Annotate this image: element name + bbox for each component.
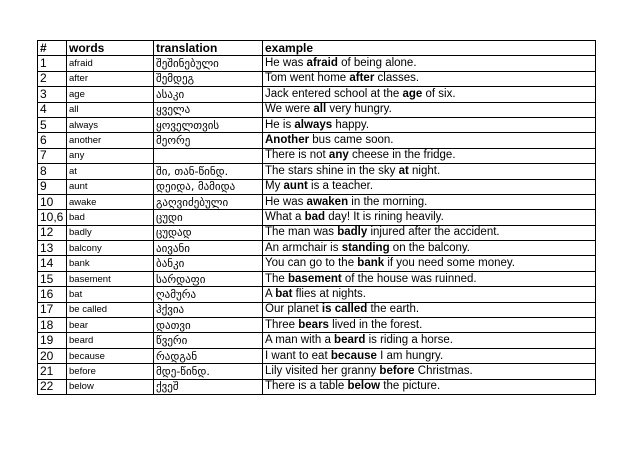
row-number: 21 xyxy=(38,364,67,379)
row-number: 8 xyxy=(38,164,67,179)
example-text-after: cheese in the fridge. xyxy=(348,149,456,162)
row-word: any xyxy=(67,148,154,163)
example-text-after: very hungry. xyxy=(326,103,392,116)
table-row xyxy=(38,210,596,225)
row-example xyxy=(263,164,596,179)
table-row xyxy=(38,256,596,271)
example-text-after: Christmas. xyxy=(414,364,473,377)
example-text-before: The stars shine in the sky xyxy=(265,164,399,177)
example-text-after: is riding a horse. xyxy=(365,334,453,347)
row-word: bat xyxy=(67,287,154,302)
example-text-after: lived in the forest. xyxy=(328,318,423,331)
example-text-before: Three xyxy=(265,318,299,331)
example-text-before: My xyxy=(265,180,284,193)
row-word: before xyxy=(67,364,154,379)
example-text-after: night. xyxy=(408,164,441,177)
example-keyword: age xyxy=(402,87,423,100)
row-word: badly xyxy=(67,225,154,240)
example-text-after: classes. xyxy=(374,72,420,85)
example-text-after: injured after the accident. xyxy=(367,226,500,239)
vocabulary-table xyxy=(37,40,596,395)
example-text-after: the picture. xyxy=(380,380,441,393)
table-row xyxy=(38,71,596,86)
example-keyword: standing xyxy=(341,241,390,254)
row-example xyxy=(263,117,596,132)
table-row xyxy=(38,302,596,317)
row-number: 1 xyxy=(38,56,67,71)
row-translation xyxy=(154,148,263,163)
example-text-after: is a teacher. xyxy=(307,180,374,193)
row-example xyxy=(263,56,596,71)
example-text-after: of the house was ruinned. xyxy=(341,272,477,285)
table-row xyxy=(38,194,596,209)
row-number: 2 xyxy=(38,71,67,86)
row-translation: მეორე xyxy=(154,133,263,148)
row-number: 7 xyxy=(38,148,67,163)
row-example xyxy=(263,256,596,271)
example-text-before: Lily visited her granny xyxy=(265,364,380,377)
example-text-before: The xyxy=(265,272,289,285)
table-row xyxy=(38,348,596,363)
row-translation: ჰქვია xyxy=(154,302,263,317)
row-example xyxy=(263,348,596,363)
table-row xyxy=(38,379,596,394)
row-word: another xyxy=(67,133,154,148)
row-translation: აივანი xyxy=(154,241,263,256)
example-text-before: He was xyxy=(265,195,307,208)
example-text-before: Jack entered school at the xyxy=(265,87,403,100)
example-text-after: bus came soon. xyxy=(309,134,394,147)
example-text-before: Tom went home xyxy=(265,72,350,85)
row-number: 9 xyxy=(38,179,67,194)
table-row xyxy=(38,241,596,256)
row-translation: შეშინებული xyxy=(154,56,263,71)
row-number: 3 xyxy=(38,87,67,102)
table-row xyxy=(38,271,596,286)
row-number: 18 xyxy=(38,318,67,333)
row-example xyxy=(263,333,596,348)
row-translation: მდე-წინდ. xyxy=(154,364,263,379)
example-text-before: You can go to the xyxy=(265,257,358,270)
row-number: 4 xyxy=(38,102,67,117)
example-keyword: bears xyxy=(298,318,329,331)
example-keyword: is called xyxy=(321,303,368,316)
table-row xyxy=(38,164,596,179)
row-translation: ასაკი xyxy=(154,87,263,102)
row-number: 10 xyxy=(38,194,67,209)
example-keyword: awaken xyxy=(306,195,349,208)
row-translation: ცუდად xyxy=(154,225,263,240)
row-translation: ბანკი xyxy=(154,256,263,271)
example-text-before: He is xyxy=(265,118,295,131)
row-number: 22 xyxy=(38,379,67,394)
row-number: 14 xyxy=(38,256,67,271)
example-text-before: Our planet xyxy=(265,303,322,316)
row-translation: რადგან xyxy=(154,348,263,363)
row-example xyxy=(263,364,596,379)
header-row xyxy=(38,41,596,56)
row-translation: ღამურა xyxy=(154,287,263,302)
example-text-after: of six. xyxy=(422,87,456,100)
vocabulary-table-body xyxy=(38,41,596,395)
example-text-after: on the balcony. xyxy=(389,241,470,254)
row-example xyxy=(263,102,596,117)
row-example xyxy=(263,225,596,240)
example-text-after: in the morning. xyxy=(348,195,428,208)
row-translation: ყველა xyxy=(154,102,263,117)
row-example xyxy=(263,133,596,148)
row-word: balcony xyxy=(67,241,154,256)
row-word: aunt xyxy=(67,179,154,194)
row-example xyxy=(263,287,596,302)
row-example xyxy=(263,179,596,194)
row-word: awake xyxy=(67,194,154,209)
example-keyword: at xyxy=(398,164,409,177)
example-keyword: before xyxy=(379,364,415,377)
row-number: 5 xyxy=(38,117,67,132)
example-keyword: aunt xyxy=(283,180,308,193)
table-row xyxy=(38,179,596,194)
example-text-after: I am hungry. xyxy=(376,349,444,362)
table-row xyxy=(38,87,596,102)
row-translation: დათვი xyxy=(154,318,263,333)
table-row xyxy=(38,102,596,117)
example-text-before: We were xyxy=(265,103,314,116)
row-word: age xyxy=(67,87,154,102)
table-row xyxy=(38,117,596,132)
table-row xyxy=(38,225,596,240)
example-text-after: if you need some money. xyxy=(384,257,515,270)
example-text-before: There is a table xyxy=(265,380,348,393)
example-text-before: He was xyxy=(265,57,307,70)
row-word: afraid xyxy=(67,56,154,71)
row-example xyxy=(263,318,596,333)
row-word: bad xyxy=(67,210,154,225)
example-keyword: basement xyxy=(288,272,342,285)
row-translation: გაღვიძებული xyxy=(154,194,263,209)
table-row xyxy=(38,148,596,163)
row-number: 17 xyxy=(38,302,67,317)
example-keyword: beard xyxy=(334,334,366,347)
row-number: 20 xyxy=(38,348,67,363)
row-word: after xyxy=(67,71,154,86)
row-word: all xyxy=(67,102,154,117)
row-translation: სარდაფი xyxy=(154,271,263,286)
example-text-before: What a xyxy=(265,210,305,223)
row-translation: ყოველთვის xyxy=(154,117,263,132)
example-keyword: bad xyxy=(304,210,326,223)
row-word: always xyxy=(67,117,154,132)
header-words: words xyxy=(67,41,154,56)
row-word: be called xyxy=(67,302,154,317)
table-row xyxy=(38,364,596,379)
row-example xyxy=(263,271,596,286)
example-keyword: any xyxy=(328,149,349,162)
example-text-after: the earth. xyxy=(367,303,420,316)
row-example xyxy=(263,194,596,209)
example-text-before: The man was xyxy=(265,226,338,239)
table-row xyxy=(38,318,596,333)
example-text-before: There is not xyxy=(265,149,329,162)
row-number: 12 xyxy=(38,225,67,240)
example-keyword: badly xyxy=(337,226,368,239)
row-number: 19 xyxy=(38,333,67,348)
table-row xyxy=(38,133,596,148)
example-keyword: Another xyxy=(265,134,310,147)
row-example xyxy=(263,241,596,256)
example-keyword: because xyxy=(330,349,377,362)
row-word: bank xyxy=(67,256,154,271)
row-word: beard xyxy=(67,333,154,348)
row-translation: ში, თან-წინდ. xyxy=(154,164,263,179)
example-text-before: A xyxy=(265,287,276,300)
row-translation: დეიდა, მამიდა xyxy=(154,179,263,194)
header-translation: translation xyxy=(154,41,263,56)
example-keyword: always xyxy=(294,118,333,131)
row-example xyxy=(263,148,596,163)
table-row xyxy=(38,287,596,302)
row-word: below xyxy=(67,379,154,394)
row-number: 16 xyxy=(38,287,67,302)
row-example xyxy=(263,87,596,102)
example-text-before: I want to eat xyxy=(265,349,331,362)
example-text-before: A man with a xyxy=(265,334,335,347)
row-example xyxy=(263,71,596,86)
row-translation: წვერი xyxy=(154,333,263,348)
example-text-after: happy. xyxy=(332,118,370,131)
row-example xyxy=(263,302,596,317)
example-keyword: below xyxy=(347,380,381,393)
example-keyword: afraid xyxy=(306,57,338,70)
row-number: 6 xyxy=(38,133,67,148)
header-number: # xyxy=(38,41,67,56)
example-keyword: all xyxy=(313,103,327,116)
row-translation: ცუდი xyxy=(154,210,263,225)
example-text-before: An armchair is xyxy=(265,241,342,254)
example-text-after: of being alone. xyxy=(337,57,417,70)
table-row xyxy=(38,56,596,71)
row-word: basement xyxy=(67,271,154,286)
row-example xyxy=(263,379,596,394)
row-translation: შემდეგ xyxy=(154,71,263,86)
example-text-after: flies at nights. xyxy=(292,287,366,300)
row-word: bear xyxy=(67,318,154,333)
row-number: 15 xyxy=(38,271,67,286)
row-word: at xyxy=(67,164,154,179)
header-example: example xyxy=(263,41,596,56)
table-row xyxy=(38,333,596,348)
example-keyword: bank xyxy=(357,257,385,270)
row-translation: ქვეშ xyxy=(154,379,263,394)
example-keyword: after xyxy=(349,72,375,85)
row-word: because xyxy=(67,348,154,363)
row-example xyxy=(263,210,596,225)
example-keyword: bat xyxy=(275,287,293,300)
row-number: 10,6 xyxy=(38,210,67,225)
row-number: 13 xyxy=(38,241,67,256)
example-text-after: day! It is rining heavily. xyxy=(325,210,444,223)
